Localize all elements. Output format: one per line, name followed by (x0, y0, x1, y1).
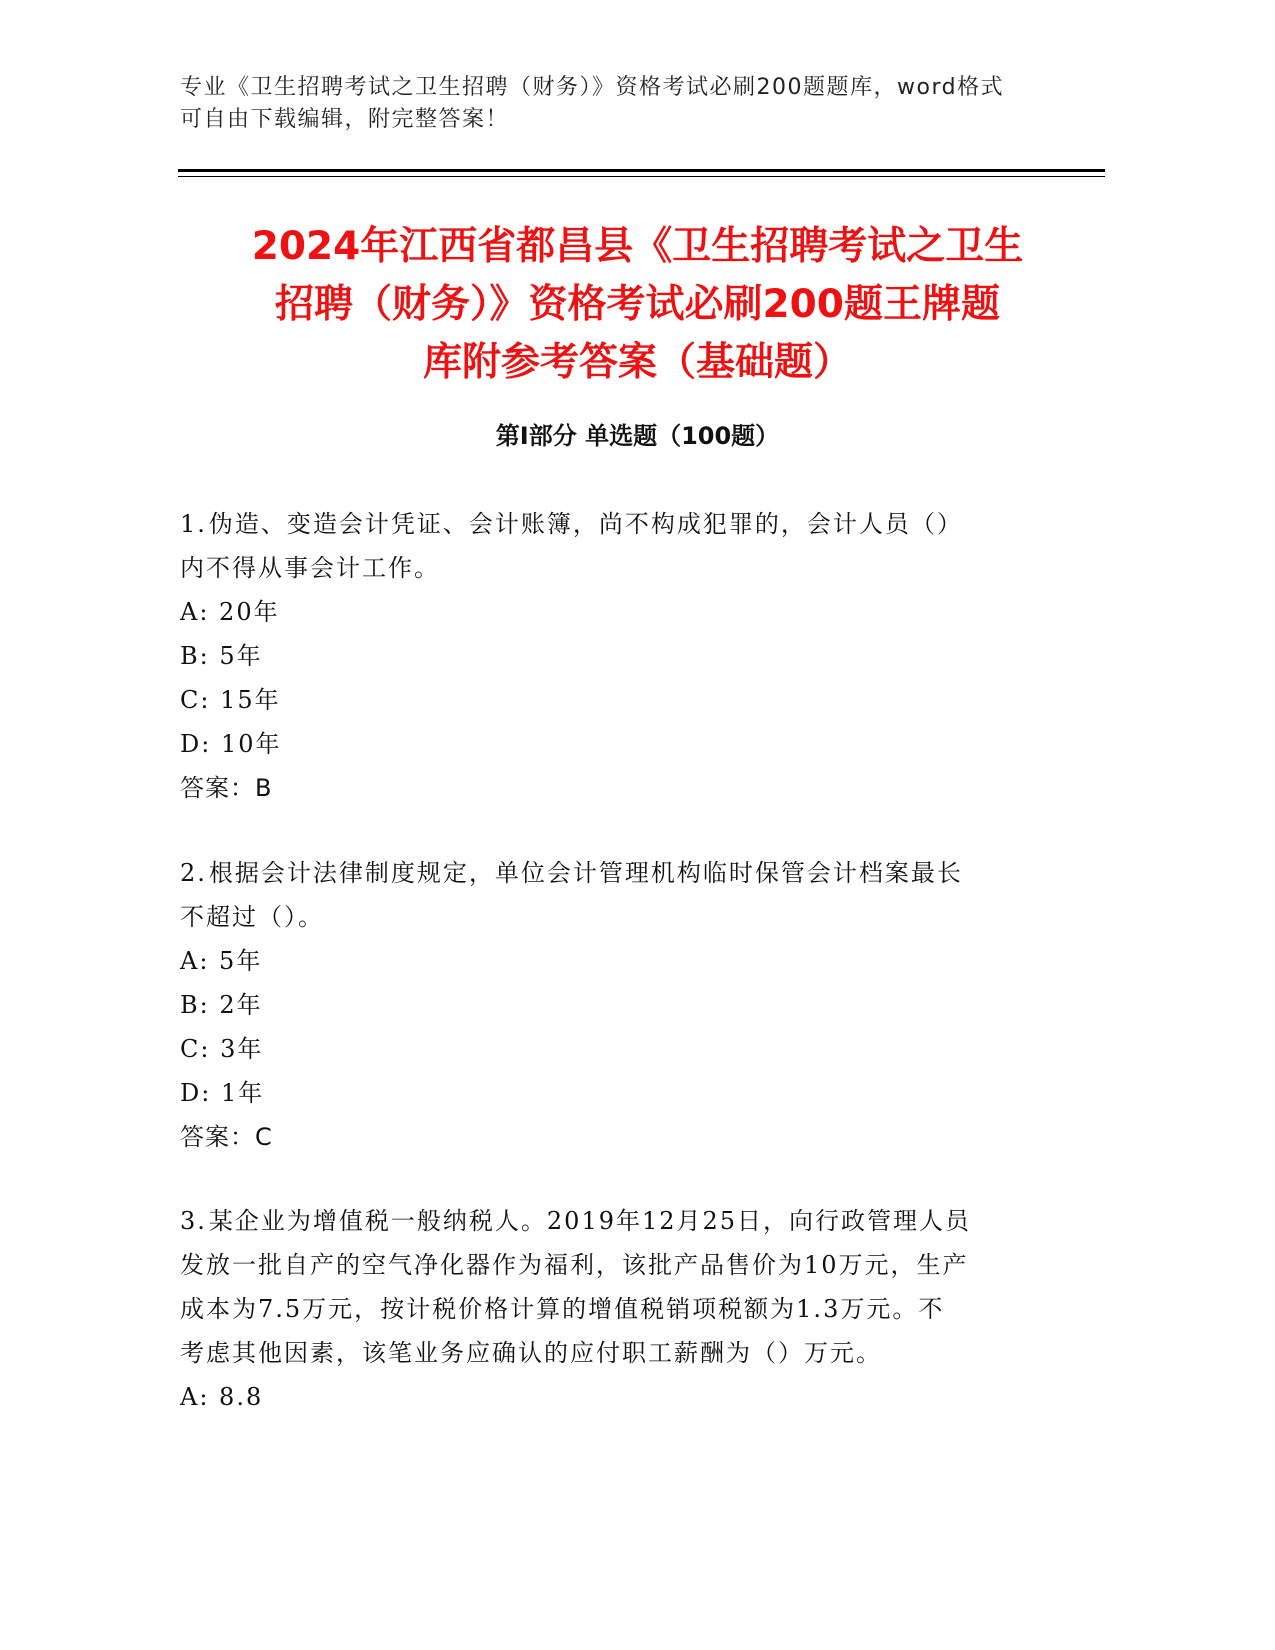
question-number: 2. (180, 859, 207, 887)
question-2 (180, 851, 1060, 1159)
question-number: 3. (180, 1207, 207, 1235)
option-b: B: 5年 (180, 642, 263, 670)
header-divider-thin (178, 176, 1105, 177)
title-line-3: 库附参考答案（基础题） (422, 340, 852, 385)
question-stem (180, 1199, 1060, 1243)
option-d: D: 10年 (180, 730, 282, 758)
option-a: A: 20年 (180, 598, 280, 626)
option-a: A: 8.8 (180, 1383, 264, 1411)
question-3 (180, 1199, 1060, 1419)
option-a: A: 5年 (180, 947, 263, 975)
option-d: D: 1年 (180, 1079, 265, 1107)
question-stem-line: 伪造、变造会计凭证、会计账簿，尚不构成犯罪的，会计人员（） (208, 510, 963, 538)
question-stem (180, 502, 1060, 546)
option-c: C: 15年 (180, 686, 281, 714)
question-stem-line: 某企业为增值税一般纳税人。2019年12月25日，向行政管理人员 (208, 1207, 972, 1235)
intro-line-2: 可自由下载编辑，附完整答案！ (180, 107, 510, 132)
document-title (160, 218, 1115, 392)
question-1 (180, 502, 1060, 810)
question-stem-line: 成本为7.5万元，按计税价格计算的增值税销项税额为1.3万元。不 (180, 1295, 945, 1323)
question-stem (180, 851, 1060, 895)
answer-label: 答案：C (180, 1123, 273, 1151)
document-intro (180, 72, 1060, 136)
question-stem-line: 内不得从事会计工作。 (180, 554, 440, 582)
answer-label: 答案：B (180, 774, 273, 802)
option-b: B: 2年 (180, 991, 263, 1019)
title-line-1: 2024年江西省都昌县《卫生招聘考试之卫生 (251, 224, 1024, 269)
question-stem-line: 考虑其他因素，该笔业务应确认的应付职工薪酬为（）万元。 (180, 1339, 882, 1367)
intro-line-1: 专业《卫生招聘考试之卫生招聘（财务）》资格考试必刷200题题库，word格式 (180, 75, 1005, 100)
section-heading: 第I部分 单选题（100题） (495, 422, 780, 450)
option-c: C: 3年 (180, 1035, 264, 1063)
question-stem-line: 发放一批自产的空气净化器作为福利，该批产品售价为10万元，生产 (180, 1251, 969, 1279)
title-line-2: 招聘（财务）》资格考试必刷200题王牌题 (275, 282, 1000, 327)
header-divider-thick (178, 169, 1105, 172)
question-number: 1. (180, 510, 207, 538)
question-stem-line: 根据会计法律制度规定，单位会计管理机构临时保管会计档案最长 (208, 859, 963, 887)
question-stem-line: 不超过（）。 (180, 903, 324, 931)
